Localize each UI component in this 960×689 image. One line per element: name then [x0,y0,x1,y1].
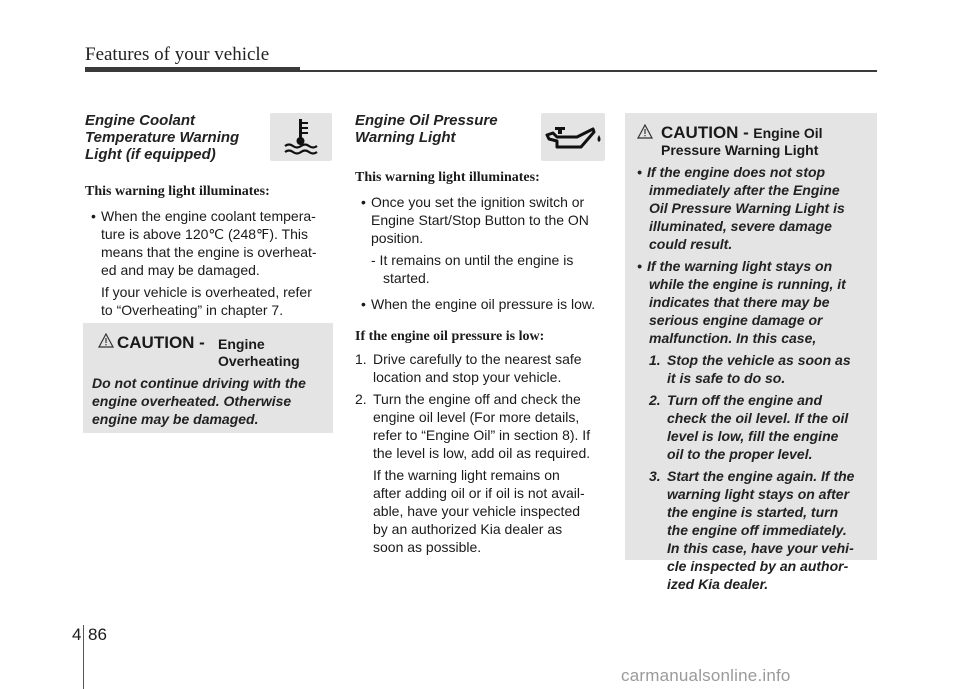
oil-lead: This warning light illuminates: [355,170,540,185]
bullet-text: Oil Pressure Warning Light is [649,200,845,216]
caution-body-line: Do not continue driving with the [92,375,306,391]
step-text: the level is low, add oil as required. [373,445,591,461]
sub-text: - It remains on until the engine is [371,252,574,268]
footer-divider [83,625,84,689]
caution-step [649,467,871,593]
step-text: oil to the proper level. [667,446,813,462]
bullet-line [355,295,607,313]
step-text: location and stop your vehicle. [373,369,562,385]
coolant-lead: This warning light illuminates: [85,184,270,199]
bullet-text: ture is above 120℃ (248℉). This [101,226,308,242]
step-number: 2. [355,391,367,407]
bullet-text: malfunction. In this case, [649,330,817,346]
bullet-text: serious engine damage or [649,312,823,328]
step-text: ized Kia dealer. [667,576,769,592]
page-header-title: Features of your vehicle [85,44,270,65]
bullet-text: Engine Start/Stop Button to the ON [371,212,589,228]
caution-overheating-box [83,323,333,433]
bullet-text: position. [371,230,424,246]
step-number: 1. [649,352,661,368]
caution-oil-body [631,163,871,593]
oil-step [355,390,607,556]
bullet-text: while the engine is running, it [649,276,846,292]
coolant-title-line: Engine Coolant [85,112,195,129]
caution-body-line: engine may be damaged. [92,411,259,427]
step-number: 3. [649,468,661,484]
page-number: 86 [88,625,107,644]
oil-lead-low: If the engine oil pressure is low: [355,329,545,344]
oil-section-title [355,112,535,146]
coolant-title-line: Light (if equipped) [85,146,216,163]
bullet-line [631,257,871,275]
step-para: soon as possible. [373,539,482,555]
chapter-number: 4 [72,625,82,644]
header-rule-thin [300,70,877,72]
bullet-line [631,163,871,181]
sub-text: started. [383,270,430,286]
coolant-temperature-icon [270,113,332,161]
step-number: 1. [355,351,367,367]
step-text: level is low, fill the engine [667,428,839,444]
para-text: to “Overheating” in chapter 7. [101,302,284,318]
step-text: it is safe to do so. [667,370,786,386]
step-text: Drive carefully to the nearest safe [373,351,582,367]
step-text: In this case, have your vehi- [667,540,854,556]
bullet-text: illuminated, severe damage [649,218,832,234]
step-text: engine oil level (For more details, [373,409,580,425]
header-rule-thick [85,67,300,72]
oil-can-icon [541,113,605,161]
caution-subject: Engine Oil [753,125,823,141]
step-text: the engine is started, turn [667,504,839,520]
step-para: able, have your vehicle inspected [373,503,581,519]
step-text: cle inspected by an author- [667,558,849,574]
caution-label: CAUTION - [117,333,205,352]
bullet-text: indicates that there may be [649,294,830,310]
caution-subject: Overheating [218,353,300,369]
warning-triangle-icon [98,333,114,353]
caution-step [649,351,871,387]
bullet-text: immediately after the Engine [649,182,840,198]
coolant-bullet [85,207,335,319]
bullet-text: ed and may be damaged. [101,262,260,278]
bullet-text: could result. [649,236,733,252]
caution-overheating-body [92,374,332,428]
step-para: If the warning light remains on [373,467,560,483]
step-para: by an authorized Kia dealer as [373,521,563,537]
bullet-text: Once you set the ignition switch or [371,194,585,210]
step-text: warning light stays on after [667,486,850,502]
oil-title-line: Warning Light [355,129,456,146]
warning-triangle-icon [637,124,653,144]
step-text: the engine off immediately. [667,522,847,538]
bullet-text: When the engine oil pressure is low. [371,296,596,312]
caution-body-line: engine overheated. Otherwise [92,393,292,409]
bullet-line [85,207,335,225]
coolant-section-title [85,112,265,163]
step-para: after adding oil or if oil is not avail- [373,485,585,501]
oil-title-line: Engine Oil Pressure [355,112,498,129]
step-text: check the oil level. If the oil [667,410,849,426]
watermark: carmanualsonline.info [621,666,791,685]
caution-heading [661,123,823,143]
para-text: If your vehicle is overheated, refer [101,284,312,300]
caution-oil-pressure-box [625,113,877,592]
caution-subject: Engine [218,336,265,352]
bullet-line [355,193,607,211]
caution-step [649,391,871,463]
step-text: Start the engine again. If the [667,468,855,484]
caution-label: CAUTION - [661,123,749,142]
step-text: Stop the vehicle as soon as [667,352,851,368]
step-text: Turn off the engine and [667,392,823,408]
oil-content [355,193,607,556]
bullet-text: means that the engine is overheat- [101,244,317,260]
coolant-title-line: Temperature Warning [85,129,240,146]
oil-step [355,350,607,386]
bullet-text: If the engine does not stop [647,164,826,180]
step-text: Turn the engine off and check the [373,391,581,407]
bullet-text: If the warning light stays on [647,258,833,274]
bullet-text: When the engine coolant tempera- [101,208,316,224]
step-number: 2. [649,392,661,408]
step-text: refer to “Engine Oil” in section 8). If [373,427,591,443]
caution-subject: Pressure Warning Light [661,142,819,158]
